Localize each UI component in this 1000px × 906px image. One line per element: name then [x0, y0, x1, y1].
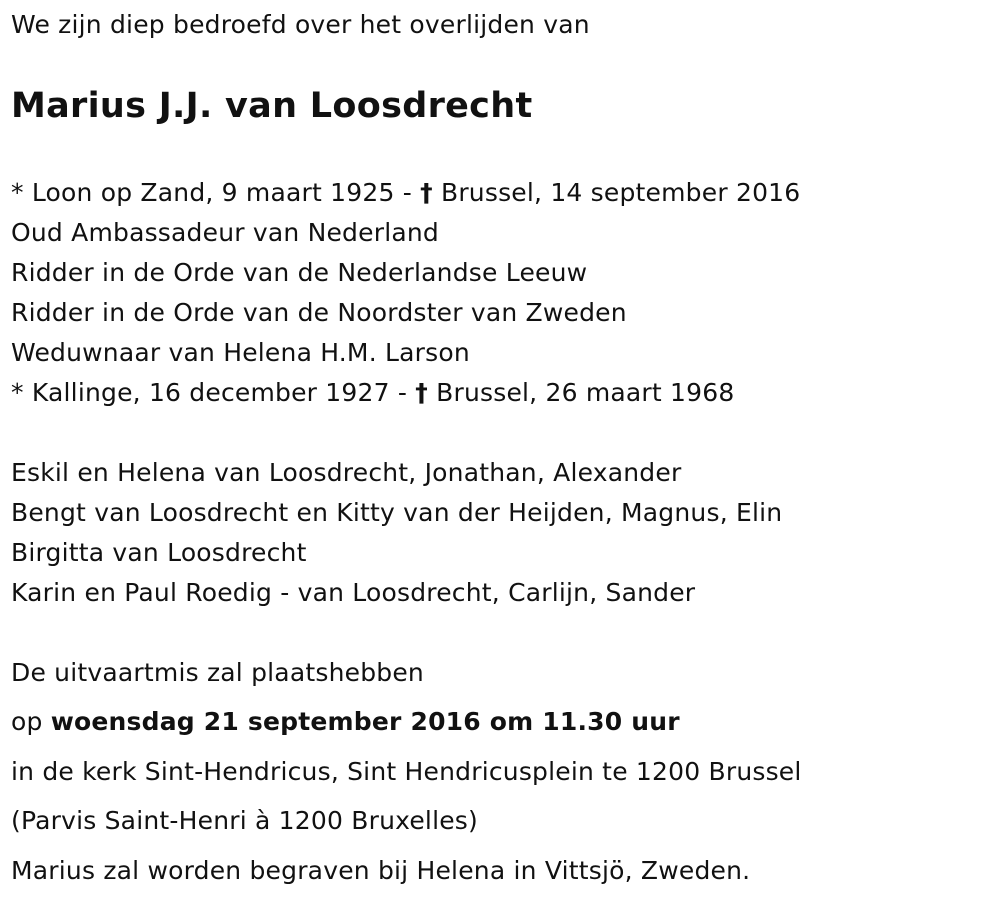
service-intro: De uitvaartmis zal plaatshebben — [11, 658, 424, 687]
service-date: woensdag 21 september 2016 om 11.30 uur — [50, 707, 680, 736]
life-dates — [11, 178, 800, 208]
burial-info: Marius zal worden begraven bij Helena in Vittsjö, Zweden. — [11, 856, 751, 885]
title-line: Ridder in de Orde van de Nederlandse Leeuw — [11, 258, 588, 287]
service-location: in de kerk Sint-Hendricus, Sint Hendricusplein te 1200 Brussel — [11, 757, 802, 786]
spouse-death-info: Brussel, 26 maart 1968 — [436, 378, 735, 407]
title-line: Oud Ambassadeur van Nederland — [11, 218, 439, 247]
spouse-birth-info: * Kallinge, 16 december 1927 - — [11, 378, 408, 407]
death-info: Brussel, 14 september 2016 — [440, 178, 801, 207]
title-line: Ridder in de Orde van de Noordster van Zweden — [11, 298, 627, 327]
spouse-death-cross-icon: † — [415, 378, 428, 407]
family-line: Bengt van Loosdrecht en Kitty van der Heijden, Magnus, Elin — [11, 498, 783, 527]
service-date-prefix: op — [11, 707, 43, 736]
family-line: Birgitta van Loosdrecht — [11, 538, 307, 567]
intro-text: We zijn diep bedroefd over het overlijden van — [11, 10, 590, 39]
family-line: Eskil en Helena van Loosdrecht, Jonathan, Alexander — [11, 458, 682, 487]
deceased-name: Marius J.J. van Loosdrecht — [11, 86, 533, 126]
death-cross-icon: † — [420, 178, 433, 207]
title-line: Weduwnaar van Helena H.M. Larson — [11, 338, 470, 367]
spouse-life-dates — [11, 378, 734, 408]
service-date-line — [11, 707, 680, 737]
service-location-fr: (Parvis Saint-Henri à 1200 Bruxelles) — [11, 806, 478, 835]
birth-info: * Loon op Zand, 9 maart 1925 - — [11, 178, 412, 207]
family-line: Karin en Paul Roedig - van Loosdrecht, Carlijn, Sander — [11, 578, 696, 607]
